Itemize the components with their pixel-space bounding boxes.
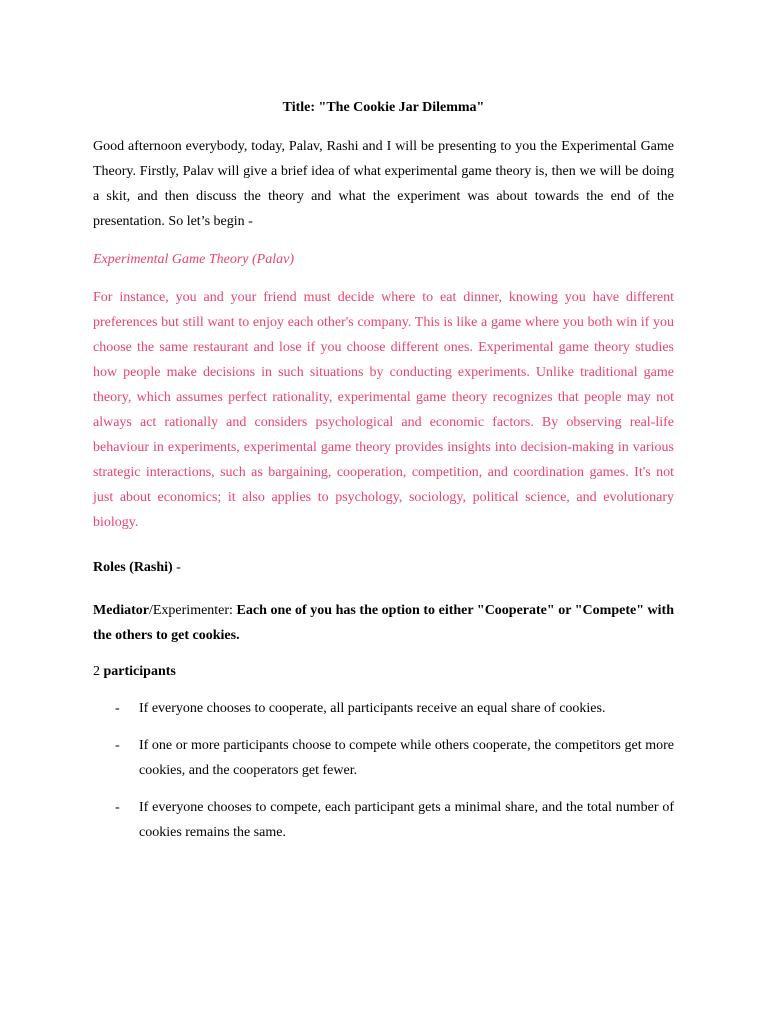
rule-text: If everyone chooses to cooperate, all participants receive an equal share of cookies. — [139, 701, 606, 716]
roles-heading — [93, 555, 674, 580]
roles-heading-label: Roles (Rashi) — [93, 560, 173, 575]
theory-heading: Experimental Game Theory (Palav) — [93, 252, 294, 267]
roles-heading-suffix: - — [172, 560, 181, 575]
list-item — [93, 733, 674, 783]
document-title: Title: "The Cookie Jar Dilemma" — [282, 100, 485, 115]
intro-paragraph: Good afternoon everybody, today, Palav, Rashi and I will be presenting to you the Experimental Game Theory. Firstly, Palav will give a brief idea of what experimental game theory is, then we will be doing a skit, and then discuss the theory and what the experiment was about towards the end of the presentation. So let’s begin - — [93, 139, 674, 229]
participants-heading — [93, 659, 674, 684]
participants-label: participants — [103, 664, 176, 679]
theory-paragraph: For instance, you and your friend must decide where to eat dinner, knowing you have different preferences but still want to enjoy each other's company. This is like a game where you both win if you choose the same restaurant and lose if you choose different ones. Experimental game theory studies how people make decisions in such situations by conducting experiments. Unlike traditional game theory, which assumes perfect rationality, experimental game theory recognizes that people may not always act rationally and considers psychological and economic factors. By observing real-life behaviour in experiments, experimental game theory provides insights into decision-making in various strategic interactions, such as bargaining, cooperation, competition, and coordination games. It's not just about economics; it also applies to psychology, sociology, political science, and evolutionary biology. — [93, 290, 674, 530]
rules-list — [93, 696, 674, 845]
rule-text: If everyone chooses to compete, each participant gets a minimal share, and the total number of cookies remains the same. — [139, 800, 674, 840]
mediator-label: Mediator — [93, 603, 149, 618]
participants-count: 2 — [93, 664, 104, 679]
list-item — [93, 696, 674, 721]
bullet-dash: - — [115, 800, 120, 815]
mediator-paragraph — [93, 598, 674, 648]
list-item — [93, 795, 674, 845]
rule-text: If one or more participants choose to compete while others cooperate, the competitors get more cookies, and the cooperators get fewer. — [139, 738, 674, 778]
experimenter-label: /Experimenter: — [148, 603, 237, 618]
bullet-dash: - — [115, 738, 120, 753]
bullet-dash: - — [115, 701, 120, 716]
mediator-instruction: Each one of you has the option to either "Cooperate" or "Compete" with the others to get cookies. — [93, 603, 674, 643]
